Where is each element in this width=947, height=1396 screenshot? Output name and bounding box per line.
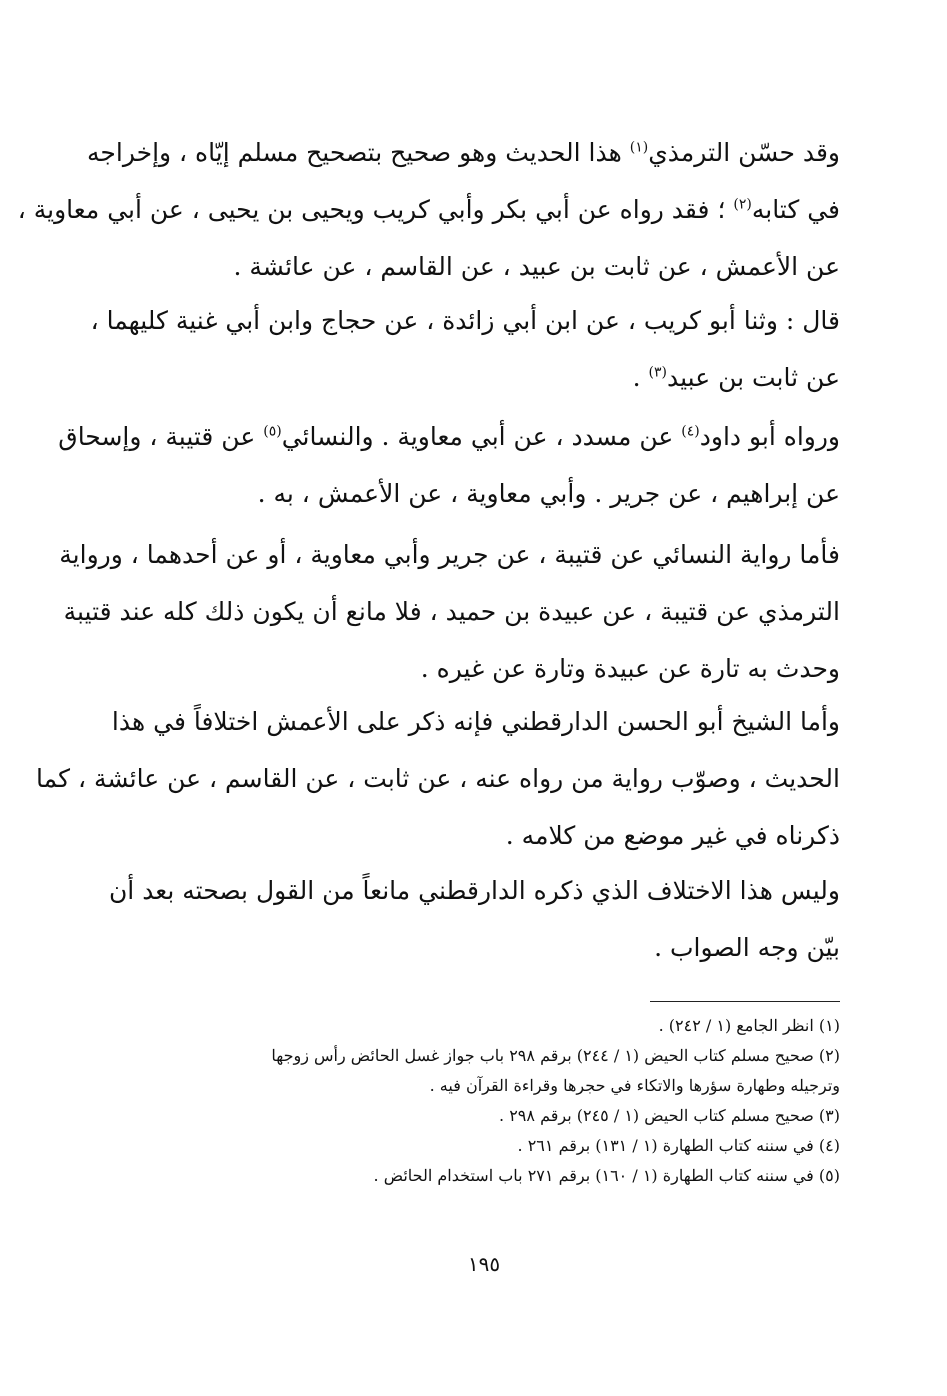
paragraph-line [17,181,840,238]
text-run: ورواه أبو داود [699,422,840,451]
text-run: . [632,363,649,392]
text-run: ذكرناه في غير موضع من كلامه . [505,821,840,850]
text-run: فأما رواية النسائي عن قتيبة ، عن جرير وأبي معاوية ، أو عن أحدهما ، ورواية [59,540,840,569]
paragraph-line [128,349,840,406]
book-page [17,0,840,1396]
paragraph-1 [17,124,840,295]
paragraph-line [36,750,840,807]
text-run: عن الأعمش ، عن ثابت بن عبيد ، عن القاسم ، عن عائشة . [233,252,840,281]
paragraph-5 [36,693,840,864]
page-number: ١٩٥ [467,1252,501,1276]
footnote-3: (٣) صحيح مسلم كتاب الحيض (١ / ٢٤٥) برقم ٢٩٨ . [499,1106,840,1125]
footnote-4: (٤) في سننه كتاب الطهارة (١ / ١٣١) برقم ٢٦١ . [517,1136,840,1155]
paragraph-line [90,292,840,349]
text-run: هذا الحديث وهو صحيح بتصحيح مسلم إيّاه ، وإخراجه [87,138,630,167]
paragraph-line [63,583,840,640]
text-run: وأما الشيخ أبو الحسن الدارقطني فإنه ذكر على الأعمش اختلافاً في هذا [111,707,840,736]
text-run: الحديث ، وصوّب رواية من رواه عنه ، عن ثابت ، عن القاسم ، عن عائشة ، كما [36,764,840,793]
paragraph-2 [90,292,840,406]
paragraph-line [128,238,840,295]
footnote-2: (٢) صحيح مسلم كتاب الحيض (١ / ٢٤٤) برقم ٢٩٨ باب جواز غسل الحائض رأس زوجها [271,1046,840,1065]
footnote-ref-2[interactable]: (٢) [733,196,752,213]
footnote-ref-4[interactable]: (٤) [681,423,700,440]
paragraph-line [128,465,840,522]
paragraph-line [108,862,840,919]
paragraph-line [128,807,840,864]
paragraph-line [128,640,840,697]
text-run: وقد حسّن الترمذي [648,138,840,167]
footnote-ref-1[interactable]: (١) [629,139,649,156]
text-run: ؛ فقد رواه عن أبي بكر وأبي كريب ويحيى بن يحيى ، عن أبي معاوية ، [17,195,734,224]
footnotes [128,1011,840,1191]
text-run: بيّن وجه الصواب . [654,933,840,962]
paragraph-line [128,919,840,976]
text-run: وليس هذا الاختلاف الذي ذكره الدارقطني مانعاً من القول بصحته بعد أن [108,876,840,905]
text-run: عن إبراهيم ، عن جرير . وأبي معاوية ، عن الأعمش ، به . [257,479,840,508]
text-run: الترمذي عن قتيبة ، عن عبيدة بن حميد ، فلا مانع أن يكون ذلك كله عند قتيبة [63,597,840,626]
paragraph-line [87,124,840,181]
footnote-ref-3[interactable]: (٣) [648,364,667,381]
paragraph-6 [108,862,840,976]
footnote-1: (١) انظر الجامع (١ / ٢٤٢) . [658,1016,840,1035]
paragraph-line [111,693,840,750]
footnote-5: (٥) في سننه كتاب الطهارة (١ / ١٦٠) برقم ٢٧١ باب استخدام الحائض . [373,1166,840,1185]
text-run: عن قتيبة ، وإسحاق [58,422,264,451]
footnote-ref-5[interactable]: (٥) [263,423,282,440]
paragraph-4 [59,526,840,697]
text-run: عن ثابت بن عبيد [667,363,840,392]
footnote-separator [650,1001,840,1002]
paragraph-line [59,526,840,583]
text-run: وحدث به تارة عن عبيدة وتارة عن غيره . [420,654,840,683]
text-run: في كتابه [751,195,840,224]
text-run: قال : وثنا أبو كريب ، عن ابن أبي زائدة ، عن حجاج وابن أبي غنية كليهما ، [90,306,840,335]
paragraph-line [58,408,840,465]
text-run: عن مسدد ، عن أبي معاوية . والنسائي [281,422,682,451]
paragraph-3 [58,408,840,522]
footnote-2-continuation: وترجيله وطهارة سؤرها والاتكاء في حجرها وقراءة القرآن فيه . [429,1076,840,1095]
